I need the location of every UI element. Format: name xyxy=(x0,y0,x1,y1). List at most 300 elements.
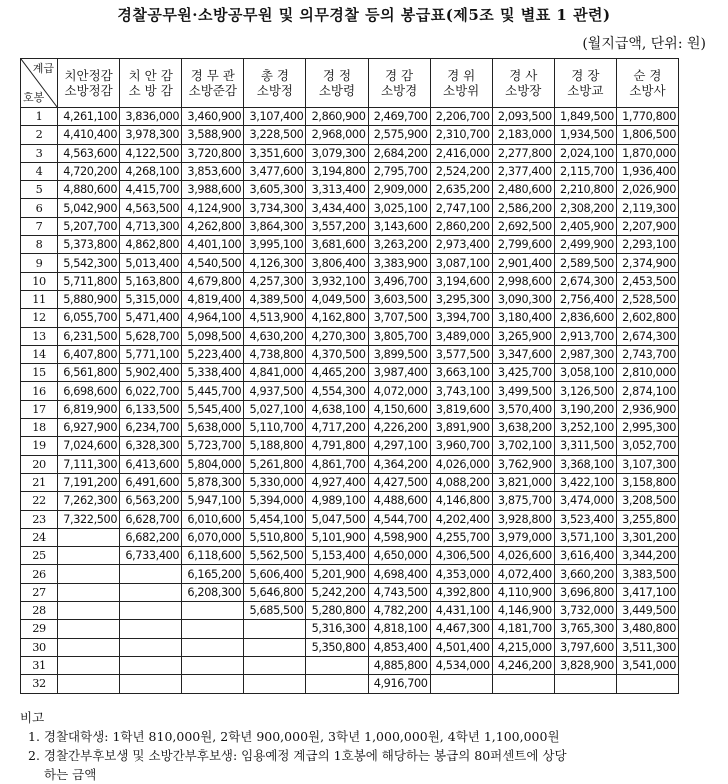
salary-cell: 2,469,700 xyxy=(368,108,430,126)
salary-cell: 1,870,000 xyxy=(616,144,678,162)
unit-note: (월지급액, 단위: 원) xyxy=(582,36,706,52)
salary-cell: 3,351,600 xyxy=(244,144,306,162)
salary-cell: 7,024,600 xyxy=(58,437,120,455)
salary-cell: 2,936,900 xyxy=(616,400,678,418)
salary-cell: 4,717,200 xyxy=(306,419,368,437)
salary-cell: 2,277,800 xyxy=(492,144,554,162)
salary-cell: 3,603,500 xyxy=(368,290,430,308)
salary-cell: 3,347,600 xyxy=(492,345,554,363)
table-row xyxy=(21,528,679,546)
salary-cell: 4,364,200 xyxy=(368,455,430,473)
salary-cell: 4,937,500 xyxy=(244,382,306,400)
step-number-cell: 20 xyxy=(21,455,58,473)
salary-cell: 5,223,400 xyxy=(182,345,244,363)
step-number-cell: 7 xyxy=(21,217,58,235)
salary-cell: 4,513,900 xyxy=(244,309,306,327)
salary-cell: 2,874,100 xyxy=(616,382,678,400)
salary-cell: 7,262,300 xyxy=(58,492,120,510)
salary-cell: 3,480,800 xyxy=(616,620,678,638)
salary-cell: 3,720,800 xyxy=(182,144,244,162)
salary-cell: 4,540,500 xyxy=(182,254,244,272)
salary-cell: 5,510,800 xyxy=(244,528,306,546)
salary-cell: 2,860,200 xyxy=(430,217,492,235)
salary-cell: 4,026,000 xyxy=(430,455,492,473)
step-number-cell: 21 xyxy=(21,473,58,491)
salary-cell: 4,650,000 xyxy=(368,547,430,565)
salary-cell: 4,261,100 xyxy=(58,108,120,126)
note-item-continuation: 하는 금액 xyxy=(44,767,97,782)
salary-cell: 4,782,200 xyxy=(368,602,430,620)
salary-cell: 3,836,000 xyxy=(120,108,182,126)
salary-cell: 4,226,200 xyxy=(368,419,430,437)
salary-cell: 2,635,200 xyxy=(430,181,492,199)
table-row xyxy=(21,181,679,199)
salary-cell: 2,747,100 xyxy=(430,199,492,217)
salary-cell: 3,707,500 xyxy=(368,309,430,327)
step-number-cell: 19 xyxy=(21,437,58,455)
salary-cell: 4,410,400 xyxy=(58,126,120,144)
salary-cell: 4,215,000 xyxy=(492,638,554,656)
salary-cell: 5,947,100 xyxy=(182,492,244,510)
salary-cell xyxy=(616,675,678,693)
salary-cell: 4,638,100 xyxy=(306,400,368,418)
salary-cell: 5,207,700 xyxy=(58,217,120,235)
salary-cell: 5,338,400 xyxy=(182,364,244,382)
salary-cell: 6,022,700 xyxy=(120,382,182,400)
salary-cell: 2,998,600 xyxy=(492,272,554,290)
page-title: 경찰공무원·소방공무원 및 의무경찰 등의 봉급표(제5조 및 별표 1 관련) xyxy=(117,6,611,24)
salary-cell: 5,110,700 xyxy=(244,419,306,437)
table-row xyxy=(21,437,679,455)
salary-cell: 5,454,100 xyxy=(244,510,306,528)
salary-cell: 2,995,300 xyxy=(616,419,678,437)
salary-cell: 2,207,900 xyxy=(616,217,678,235)
salary-cell: 5,042,900 xyxy=(58,199,120,217)
salary-cell: 3,090,300 xyxy=(492,290,554,308)
table-row xyxy=(21,473,679,491)
salary-cell: 4,181,700 xyxy=(492,620,554,638)
table-row xyxy=(21,675,679,693)
salary-cell xyxy=(182,602,244,620)
salary-cell: 3,158,800 xyxy=(616,473,678,491)
salary-cell: 3,932,100 xyxy=(306,272,368,290)
salary-cell: 3,025,100 xyxy=(368,199,430,217)
rank-header: 경 장 소방교 xyxy=(554,59,616,108)
salary-cell: 4,306,500 xyxy=(430,547,492,565)
table-row xyxy=(21,217,679,235)
salary-cell: 5,445,700 xyxy=(182,382,244,400)
salary-cell: 4,124,900 xyxy=(182,199,244,217)
salary-cell: 3,864,300 xyxy=(244,217,306,235)
salary-cell: 2,405,900 xyxy=(554,217,616,235)
salary-cell: 7,191,200 xyxy=(58,473,120,491)
salary-cell: 4,720,200 xyxy=(58,162,120,180)
salary-cell: 4,713,300 xyxy=(120,217,182,235)
salary-cell: 2,810,000 xyxy=(616,364,678,382)
salary-cell: 3,143,600 xyxy=(368,217,430,235)
table-row xyxy=(21,492,679,510)
table-row xyxy=(21,144,679,162)
salary-cell: 4,738,800 xyxy=(244,345,306,363)
salary-cell: 3,474,000 xyxy=(554,492,616,510)
salary-cell: 4,401,100 xyxy=(182,236,244,254)
salary-cell xyxy=(120,620,182,638)
salary-cell: 6,819,900 xyxy=(58,400,120,418)
salary-cell: 4,862,800 xyxy=(120,236,182,254)
salary-cell: 6,561,800 xyxy=(58,364,120,382)
salary-cell: 2,913,700 xyxy=(554,327,616,345)
salary-cell: 4,370,500 xyxy=(306,345,368,363)
salary-cell: 4,353,000 xyxy=(430,565,492,583)
salary-cell: 3,570,400 xyxy=(492,400,554,418)
step-number-cell: 6 xyxy=(21,199,58,217)
salary-cell: 3,422,100 xyxy=(554,473,616,491)
note-item: 1. 경찰대학생: 1학년 810,000원, 2학년 900,000원, 3학년 1,000,000원, 4학년 1,100,000원 xyxy=(28,729,560,744)
table-row xyxy=(21,290,679,308)
step-number-cell: 29 xyxy=(21,620,58,638)
step-number-cell: 16 xyxy=(21,382,58,400)
salary-cell: 6,055,700 xyxy=(58,309,120,327)
salary-cell: 2,795,700 xyxy=(368,162,430,180)
salary-cell: 1,806,500 xyxy=(616,126,678,144)
salary-cell: 3,663,100 xyxy=(430,364,492,382)
step-number-cell: 3 xyxy=(21,144,58,162)
salary-cell: 5,685,500 xyxy=(244,602,306,620)
salary-cell: 4,126,300 xyxy=(244,254,306,272)
salary-cell: 2,115,700 xyxy=(554,162,616,180)
table-row xyxy=(21,364,679,382)
step-number-cell: 18 xyxy=(21,419,58,437)
salary-cell: 6,234,700 xyxy=(120,419,182,437)
salary-cell: 6,733,400 xyxy=(120,547,182,565)
salary-cell: 3,571,100 xyxy=(554,528,616,546)
note-item: 2. 경찰간부후보생 및 소방간부후보생: 임용예정 계급의 1호봉에 해당하는 봉급의 80퍼센트에 상당 xyxy=(28,748,567,763)
salary-cell: 6,165,200 xyxy=(182,565,244,583)
salary-cell: 4,598,900 xyxy=(368,528,430,546)
table-row xyxy=(21,620,679,638)
salary-cell xyxy=(58,602,120,620)
step-number-cell: 25 xyxy=(21,547,58,565)
salary-cell: 3,821,000 xyxy=(492,473,554,491)
salary-cell: 4,427,500 xyxy=(368,473,430,491)
salary-cell: 6,413,600 xyxy=(120,455,182,473)
salary-cell xyxy=(58,528,120,546)
salary-cell: 2,589,500 xyxy=(554,254,616,272)
salary-cell: 3,819,600 xyxy=(430,400,492,418)
salary-cell: 3,265,900 xyxy=(492,327,554,345)
salary-cell: 5,316,300 xyxy=(306,620,368,638)
salary-cell: 2,860,900 xyxy=(306,108,368,126)
salary-cell: 3,875,700 xyxy=(492,492,554,510)
salary-cell xyxy=(492,675,554,693)
salary-cell: 5,280,800 xyxy=(306,602,368,620)
step-number-cell: 17 xyxy=(21,400,58,418)
salary-cell: 3,988,600 xyxy=(182,181,244,199)
salary-cell: 2,374,900 xyxy=(616,254,678,272)
salary-cell: 4,465,200 xyxy=(306,364,368,382)
salary-cell: 3,394,700 xyxy=(430,309,492,327)
salary-cell: 3,434,400 xyxy=(306,199,368,217)
salary-cell: 6,407,800 xyxy=(58,345,120,363)
salary-cell: 2,026,900 xyxy=(616,181,678,199)
salary-cell xyxy=(120,583,182,601)
step-number-cell: 23 xyxy=(21,510,58,528)
step-number-cell: 5 xyxy=(21,181,58,199)
salary-cell: 3,194,600 xyxy=(430,272,492,290)
salary-cell: 3,979,000 xyxy=(492,528,554,546)
salary-cell: 4,049,500 xyxy=(306,290,368,308)
step-number-cell: 1 xyxy=(21,108,58,126)
salary-cell: 5,880,900 xyxy=(58,290,120,308)
salary-cell: 4,630,200 xyxy=(244,327,306,345)
salary-cell: 3,058,100 xyxy=(554,364,616,382)
table-row xyxy=(21,638,679,656)
rank-header: 경 정 소방령 xyxy=(306,59,368,108)
rank-header: 경 위 소방위 xyxy=(430,59,492,108)
salary-cell: 5,047,500 xyxy=(306,510,368,528)
salary-cell: 3,987,400 xyxy=(368,364,430,382)
step-number-cell: 4 xyxy=(21,162,58,180)
step-number-cell: 30 xyxy=(21,638,58,656)
salary-cell xyxy=(58,565,120,583)
salary-cell: 2,575,900 xyxy=(368,126,430,144)
salary-cell: 2,909,000 xyxy=(368,181,430,199)
salary-cell: 3,107,400 xyxy=(244,108,306,126)
table-row xyxy=(21,602,679,620)
salary-cell xyxy=(306,675,368,693)
step-number-cell: 2 xyxy=(21,126,58,144)
rank-header: 치안정감 소방정감 xyxy=(58,59,120,108)
salary-cell: 3,383,900 xyxy=(368,254,430,272)
step-number-cell: 10 xyxy=(21,272,58,290)
salary-cell: 4,563,500 xyxy=(120,199,182,217)
salary-cell: 3,087,100 xyxy=(430,254,492,272)
salary-cell: 5,261,800 xyxy=(244,455,306,473)
salary-cell: 2,684,200 xyxy=(368,144,430,162)
salary-cell: 5,902,400 xyxy=(120,364,182,382)
salary-cell: 2,093,500 xyxy=(492,108,554,126)
salary-cell: 5,201,900 xyxy=(306,565,368,583)
table-row xyxy=(21,419,679,437)
salary-cell: 4,861,700 xyxy=(306,455,368,473)
salary-cell: 6,010,600 xyxy=(182,510,244,528)
table-row xyxy=(21,126,679,144)
salary-cell: 4,146,800 xyxy=(430,492,492,510)
salary-cell: 3,557,200 xyxy=(306,217,368,235)
salary-cell: 3,301,200 xyxy=(616,528,678,546)
salary-cell xyxy=(58,656,120,674)
table-row xyxy=(21,400,679,418)
salary-cell: 4,162,800 xyxy=(306,309,368,327)
salary-cell xyxy=(182,656,244,674)
table-row xyxy=(21,162,679,180)
salary-cell: 3,126,500 xyxy=(554,382,616,400)
table-row xyxy=(21,345,679,363)
rank-header: 경 무 관 소방준감 xyxy=(182,59,244,108)
salary-cell: 6,927,900 xyxy=(58,419,120,437)
corner-rank-label: 계급 xyxy=(32,62,55,75)
step-number-cell: 31 xyxy=(21,656,58,674)
salary-cell: 5,153,400 xyxy=(306,547,368,565)
salary-cell: 4,791,800 xyxy=(306,437,368,455)
salary-cell: 3,797,600 xyxy=(554,638,616,656)
salary-cell: 3,616,400 xyxy=(554,547,616,565)
salary-cell: 3,190,200 xyxy=(554,400,616,418)
salary-cell: 3,496,700 xyxy=(368,272,430,290)
rank-header: 순 경 소방사 xyxy=(616,59,678,108)
table-row xyxy=(21,108,679,126)
salary-cell: 3,368,100 xyxy=(554,455,616,473)
salary-cell: 5,471,400 xyxy=(120,309,182,327)
table-row xyxy=(21,254,679,272)
salary-cell: 4,544,700 xyxy=(368,510,430,528)
step-number-cell: 32 xyxy=(21,675,58,693)
salary-cell: 2,210,800 xyxy=(554,181,616,199)
salary-cell: 7,111,300 xyxy=(58,455,120,473)
salary-cell: 5,542,300 xyxy=(58,254,120,272)
salary-cell: 6,563,200 xyxy=(120,492,182,510)
header-row xyxy=(21,59,679,108)
salary-cell: 2,183,000 xyxy=(492,126,554,144)
salary-cell: 4,255,700 xyxy=(430,528,492,546)
salary-cell: 2,602,800 xyxy=(616,309,678,327)
salary-table xyxy=(20,58,679,694)
salary-cell: 3,681,600 xyxy=(306,236,368,254)
salary-cell: 4,246,200 xyxy=(492,656,554,674)
salary-cell: 5,098,500 xyxy=(182,327,244,345)
salary-cell: 3,295,300 xyxy=(430,290,492,308)
salary-cell xyxy=(120,565,182,583)
table-body xyxy=(21,108,679,694)
salary-cell: 3,052,700 xyxy=(616,437,678,455)
salary-cell: 5,101,900 xyxy=(306,528,368,546)
salary-cell: 3,853,600 xyxy=(182,162,244,180)
table-row xyxy=(21,236,679,254)
corner-step-label: 호봉 xyxy=(23,91,45,104)
salary-cell: 3,978,300 xyxy=(120,126,182,144)
salary-cell xyxy=(430,675,492,693)
salary-cell: 5,188,800 xyxy=(244,437,306,455)
salary-cell: 4,110,900 xyxy=(492,583,554,601)
salary-cell: 3,702,100 xyxy=(492,437,554,455)
salary-cell: 4,072,400 xyxy=(492,565,554,583)
salary-cell xyxy=(58,620,120,638)
salary-cell: 6,698,600 xyxy=(58,382,120,400)
salary-cell: 2,674,300 xyxy=(554,272,616,290)
salary-cell: 5,804,000 xyxy=(182,455,244,473)
table-row xyxy=(21,656,679,674)
salary-cell: 3,605,300 xyxy=(244,181,306,199)
salary-cell: 4,554,300 xyxy=(306,382,368,400)
salary-cell: 4,150,600 xyxy=(368,400,430,418)
salary-cell: 6,118,600 xyxy=(182,547,244,565)
salary-cell: 4,880,600 xyxy=(58,181,120,199)
salary-cell: 4,122,500 xyxy=(120,144,182,162)
salary-cell: 3,928,800 xyxy=(492,510,554,528)
salary-cell: 4,743,500 xyxy=(368,583,430,601)
salary-cell xyxy=(244,675,306,693)
salary-cell: 4,698,400 xyxy=(368,565,430,583)
salary-cell: 2,377,400 xyxy=(492,162,554,180)
salary-cell: 5,545,400 xyxy=(182,400,244,418)
salary-cell xyxy=(182,675,244,693)
salary-cell: 5,878,300 xyxy=(182,473,244,491)
salary-cell: 6,328,300 xyxy=(120,437,182,455)
salary-cell: 5,315,000 xyxy=(120,290,182,308)
salary-cell: 2,973,400 xyxy=(430,236,492,254)
salary-cell xyxy=(120,638,182,656)
salary-cell: 4,964,100 xyxy=(182,309,244,327)
salary-cell: 2,968,000 xyxy=(306,126,368,144)
salary-cell: 3,460,900 xyxy=(182,108,244,126)
salary-cell xyxy=(554,675,616,693)
salary-cell xyxy=(306,656,368,674)
salary-cell: 4,488,600 xyxy=(368,492,430,510)
salary-cell: 3,208,500 xyxy=(616,492,678,510)
salary-cell: 4,501,400 xyxy=(430,638,492,656)
table-row xyxy=(21,565,679,583)
salary-cell: 5,013,400 xyxy=(120,254,182,272)
salary-cell: 4,262,800 xyxy=(182,217,244,235)
step-number-cell: 12 xyxy=(21,309,58,327)
salary-cell: 3,765,300 xyxy=(554,620,616,638)
table-row xyxy=(21,583,679,601)
salary-cell: 4,297,100 xyxy=(368,437,430,455)
salary-cell: 6,682,200 xyxy=(120,528,182,546)
salary-cell: 4,534,000 xyxy=(430,656,492,674)
salary-cell: 2,528,500 xyxy=(616,290,678,308)
salary-cell: 3,960,700 xyxy=(430,437,492,455)
salary-cell: 4,026,600 xyxy=(492,547,554,565)
salary-cell: 5,027,100 xyxy=(244,400,306,418)
salary-cell: 2,901,400 xyxy=(492,254,554,272)
step-number-cell: 22 xyxy=(21,492,58,510)
salary-cell: 1,849,500 xyxy=(554,108,616,126)
salary-cell: 2,416,000 xyxy=(430,144,492,162)
salary-cell: 3,194,800 xyxy=(306,162,368,180)
salary-cell: 3,255,800 xyxy=(616,510,678,528)
salary-cell: 5,646,800 xyxy=(244,583,306,601)
step-number-cell: 8 xyxy=(21,236,58,254)
salary-cell: 3,180,400 xyxy=(492,309,554,327)
step-number-cell: 24 xyxy=(21,528,58,546)
salary-cell: 2,586,200 xyxy=(492,199,554,217)
salary-cell: 3,660,200 xyxy=(554,565,616,583)
salary-cell: 4,989,100 xyxy=(306,492,368,510)
salary-cell: 4,202,400 xyxy=(430,510,492,528)
salary-cell: 3,313,400 xyxy=(306,181,368,199)
salary-cell: 4,853,400 xyxy=(368,638,430,656)
salary-cell: 3,511,300 xyxy=(616,638,678,656)
rank-header: 치 안 감 소 방 감 xyxy=(120,59,182,108)
salary-cell: 3,588,900 xyxy=(182,126,244,144)
salary-cell: 1,934,500 xyxy=(554,126,616,144)
salary-cell: 4,818,100 xyxy=(368,620,430,638)
salary-cell: 3,228,500 xyxy=(244,126,306,144)
salary-cell: 7,322,500 xyxy=(58,510,120,528)
salary-cell: 3,477,600 xyxy=(244,162,306,180)
salary-cell: 4,927,400 xyxy=(306,473,368,491)
salary-cell: 3,383,500 xyxy=(616,565,678,583)
table-row xyxy=(21,382,679,400)
rank-header: 총 경 소방정 xyxy=(244,59,306,108)
salary-cell: 3,344,200 xyxy=(616,547,678,565)
salary-cell: 3,734,300 xyxy=(244,199,306,217)
salary-cell: 3,425,700 xyxy=(492,364,554,382)
table-row xyxy=(21,510,679,528)
salary-cell: 5,242,200 xyxy=(306,583,368,601)
salary-cell: 2,799,600 xyxy=(492,236,554,254)
